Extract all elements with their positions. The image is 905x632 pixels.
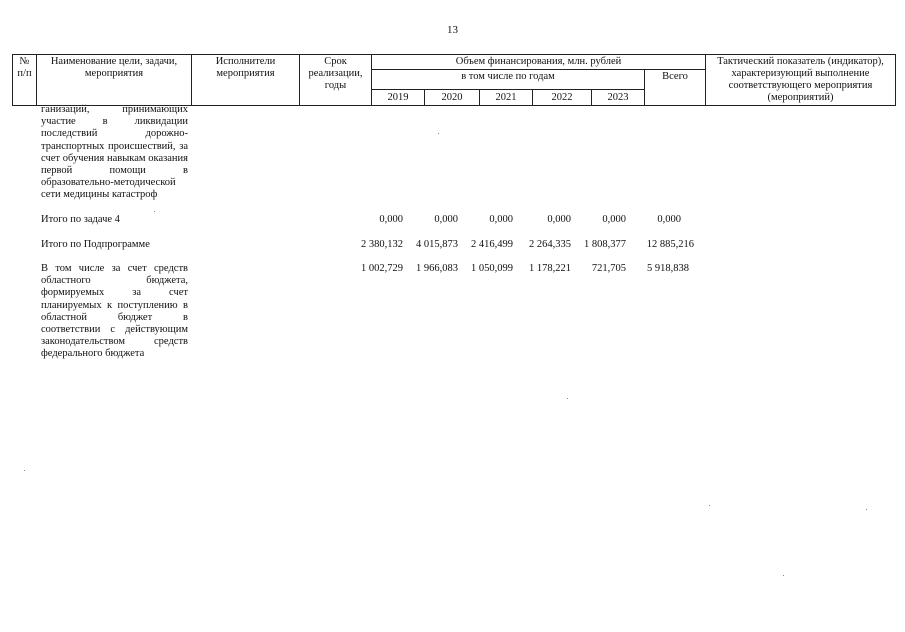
- scan-speck: [783, 575, 784, 576]
- value-2020: 1 966,083: [416, 263, 458, 274]
- value-2019: 2 380,132: [361, 239, 403, 250]
- value-2023: 721,705: [591, 263, 626, 274]
- value-2021: 2 416,499: [471, 239, 513, 250]
- value-2021: 0,000: [489, 214, 513, 225]
- scan-speck: [154, 211, 155, 212]
- value-2020: 0,000: [434, 214, 458, 225]
- regional-budget-label: В том числе за счет средств областного бюджета, формируемых за счет планируемых к поступлению в областной бюджет в соответствии с действующим законодательством средств федерального бюджета: [41, 263, 188, 360]
- value-2019: 0,000: [379, 214, 403, 225]
- value-total: 5 918,838: [647, 263, 689, 274]
- scan-speck: [438, 133, 439, 134]
- value-2023: 1 808,377: [584, 239, 626, 250]
- subprogram-total-label: Итого по Подпрограмме: [41, 239, 150, 250]
- value-2020: 4 015,873: [416, 239, 458, 250]
- scan-speck: [866, 509, 867, 510]
- scan-speck: [567, 398, 568, 399]
- header-year-2022: 2022: [533, 90, 592, 106]
- value-2022: 0,000: [547, 214, 571, 225]
- header-year-2023: 2023: [592, 90, 645, 106]
- page-number: 13: [447, 24, 458, 36]
- value-2023: 0,000: [602, 214, 626, 225]
- scan-speck: [709, 505, 710, 506]
- header-year-2019: 2019: [372, 90, 425, 106]
- header-name: Наименование цели, задачи, мероприятия: [37, 55, 192, 106]
- value-2019: 1 002,729: [361, 263, 403, 274]
- header-executors: Исполнители мероприятия: [192, 55, 300, 106]
- value-2022: 2 264,335: [529, 239, 571, 250]
- task-4-total-values: [363, 214, 703, 228]
- header-by-years: в том числе по годам: [372, 70, 645, 90]
- header-funding: Объем финансирования, млн. рублей: [372, 55, 706, 70]
- funding-table-header: [12, 54, 896, 106]
- header-term: Срок реализации, годы: [300, 55, 372, 106]
- value-2021: 1 050,099: [471, 263, 513, 274]
- task-4-total-label: Итого по задаче 4: [41, 214, 120, 225]
- header-year-2020: 2020: [425, 90, 480, 106]
- header-indicator: Тактический показатель (индикатор), характеризующий выполнение соответствующего мероприятия (мероприятий): [706, 55, 896, 106]
- header-number: № п/п: [13, 55, 37, 106]
- header-total: Всего: [645, 70, 706, 106]
- value-total: 12 885,216: [646, 239, 694, 250]
- scan-speck: [24, 470, 25, 471]
- header-year-2021: 2021: [480, 90, 533, 106]
- regional-budget-values: [363, 263, 703, 277]
- value-total: 0,000: [657, 214, 681, 225]
- value-2022: 1 178,221: [529, 263, 571, 274]
- continued-measure-text: ганизаций, принимающих участие в ликвидации последствий дорожно-транспортных происшествий, за счет обучения навыкам оказания первой помощи в образовательно-методической сети медицины катастроф: [41, 104, 188, 201]
- subprogram-total-values: [363, 239, 703, 253]
